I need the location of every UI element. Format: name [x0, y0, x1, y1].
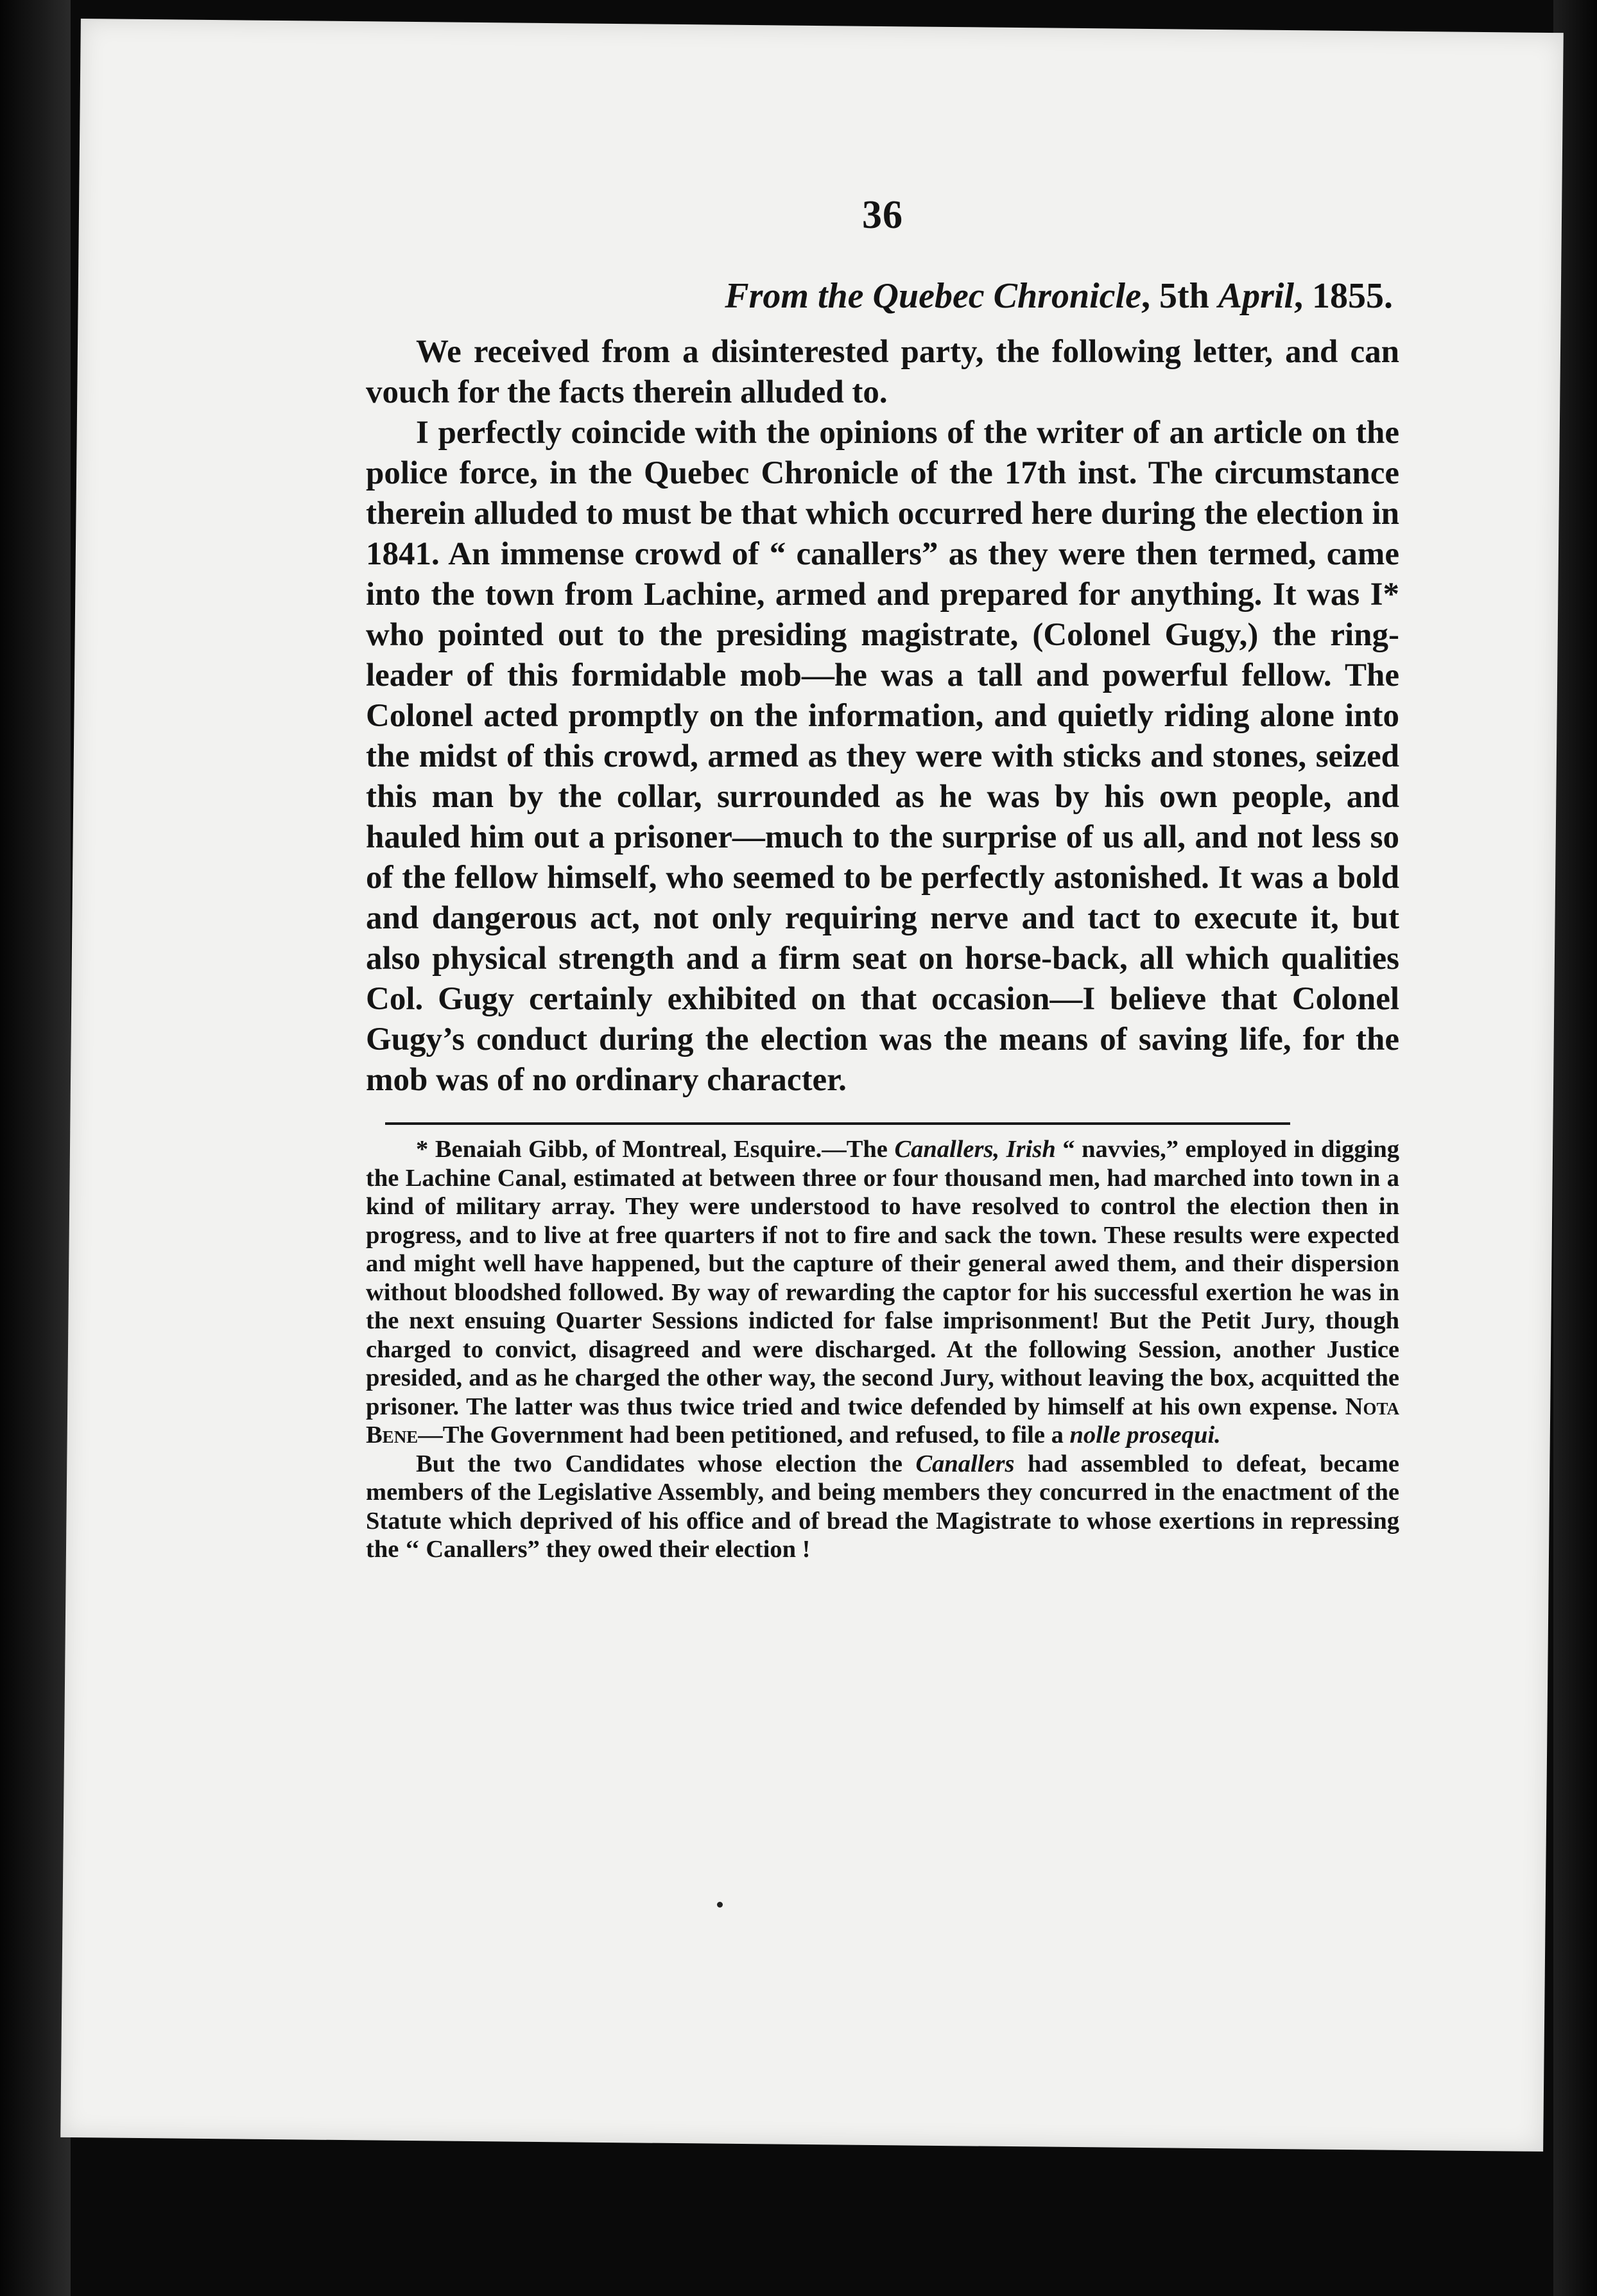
source-date-day: 5th: [1159, 276, 1209, 316]
source-date-year: 1855.: [1312, 276, 1393, 316]
ink-dot: [717, 1902, 723, 1908]
page-number: 36: [862, 193, 903, 237]
source-date-month: April: [1218, 276, 1294, 316]
intro-paragraph: We received from a disinterested party, the following letter, and can vouch for the facts therein alluded to.: [366, 334, 1399, 410]
footnote-paragraph-2: [366, 1450, 1399, 1564]
page-content: [366, 193, 1399, 1564]
footnote-rule: [385, 1122, 1290, 1125]
footnote-1-part-c: —The Government had been petitioned, and refused, to file a: [418, 1422, 1070, 1448]
source-heading: From the Quebec Chronicle, 5th April, 1855.: [725, 276, 1393, 316]
footnote-paragraph-1: [366, 1135, 1399, 1450]
footnote-nota-bene: Nota Bene: [366, 1393, 1399, 1448]
source-prefix: From the Quebec Chronicle: [725, 276, 1141, 316]
footnote-canallers-irish: Canallers, Irish: [894, 1136, 1056, 1163]
footnote-2-part-a: But the two Candidates whose election the: [416, 1450, 916, 1477]
footnote-nolle-prosequi: nolle prosequi.: [1069, 1422, 1221, 1448]
footnote-canallers: Canallers: [915, 1450, 1015, 1477]
footnote-2-part-b: had assembled to defeat, became members of the Legislative Assembly, and being members they concurred in the enactment of the Statute which deprived of his office and of bread the Magistrate to whose exertions in repressing the ‘‘ Canallers” they owed their election !: [366, 1450, 1399, 1563]
letter-paragraph: I perfectly coincide with the opinions of the writer of an article on the police force, in the Quebec Chronicle of the 17th inst. The circumstance therein alluded to must be that which occurred here during the election in 1841. An immense crowd of “ canallers” as they were then termed, came into the town from Lachine, armed and prepared for anything. It was I* who pointed out to the presiding magistrate, (Colonel Gugy,) the ring-leader of this formidable mob—he was a tall and powerful fellow. The Colonel acted promptly on the information, and quietly riding alone into the midst of this crowd, armed as they were with sticks and stones, seized this man by the collar, surrounded as he was by his own people, and hauled him out a prisoner—much to the surprise of us all, and not less so of the fellow himself, who seemed to be perfectly astonished. It was a bold and dangerous act, not only requiring nerve and tact to execute it, but also physical strength and a firm seat on horse-back, all which qualities Col. Gugy certainly exhibited on that occasion—I believe that Colonel Gugy’s conduct during the election was the means of saving life, for the mob was of no ordinary character.: [366, 415, 1399, 1098]
footnote-1-part-a: * Benaiah Gibb, of Montreal, Esquire.—The: [416, 1136, 895, 1163]
footnote-1-part-b: “ navvies,” employed in digging the Lachine Canal, estimated at between three or four thousand men, had marched into town in a kind of military array. They were understood to have resolved to control the election then in progress, and to live at free quarters if not to fire and sack the town. These results were expected and might well have happened, but the capture of their general awed them, and their dispersion without bloodshed followed. By way of rewarding the captor for his successful exertion he was in the next ensuing Quarter Sessions indicted for false imprisonment! But the Petit Jury, though charged to convict, disagreed and were discharged. At the following Session, another Justice presided, and as he charged the other way, the second Jury, without leaving the box, acquitted the prisoner. The latter was thus twice tried and twice defended by himself at his own expense.: [366, 1136, 1399, 1420]
left-page-edge: [0, 0, 71, 2296]
